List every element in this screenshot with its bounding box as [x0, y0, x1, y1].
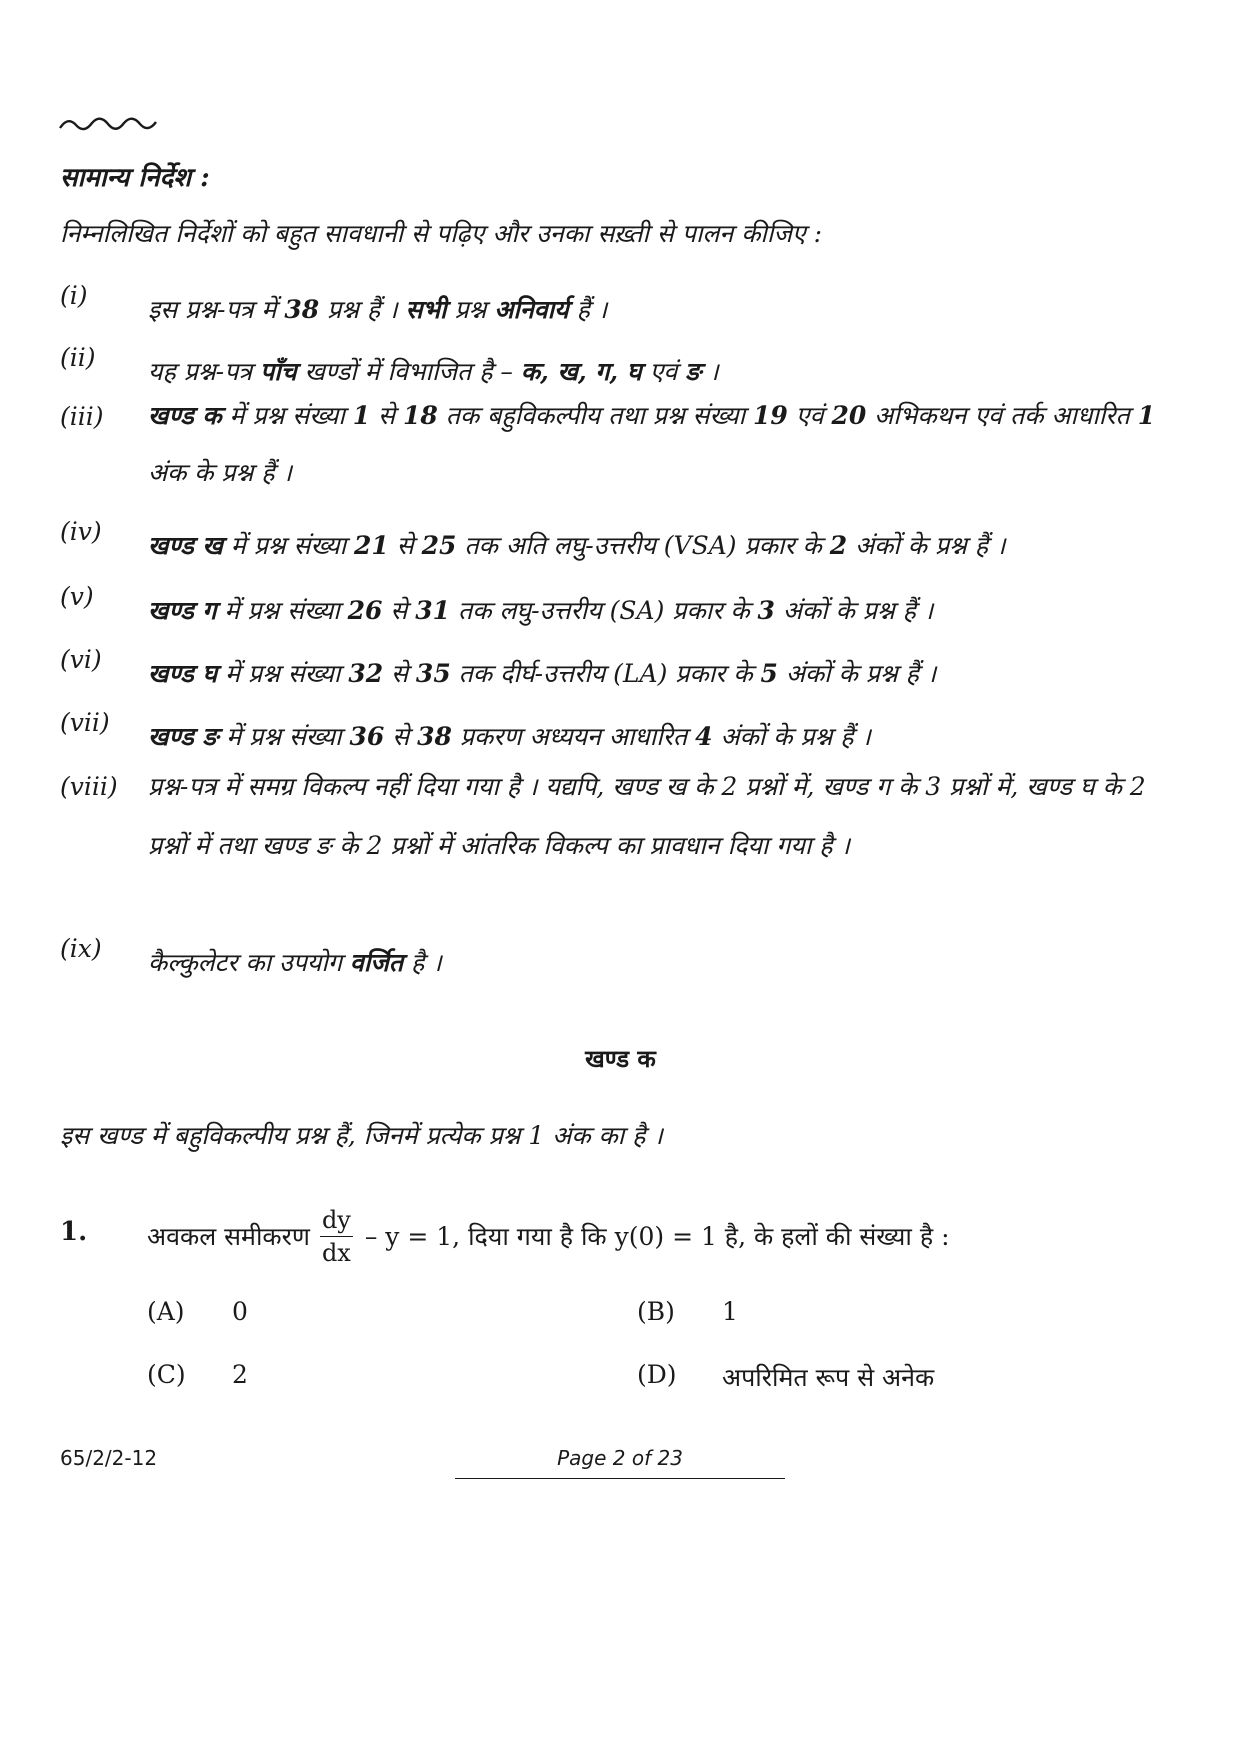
- emphasis-text: 32: [348, 659, 384, 688]
- emphasis-text: खण्ड क: [148, 401, 222, 430]
- section-intro: इस खण्ड में बहुविकल्पीय प्रश्न हैं, जिनमें प्रत्येक प्रश्न 1 अंक का है ।: [60, 1121, 663, 1150]
- emphasis-text: खण्ड ग: [148, 596, 217, 625]
- text-segment: कैल्कुलेटर का उपयोग: [148, 948, 350, 977]
- text-segment: अंकों के प्रश्न हैं ।: [847, 531, 1006, 560]
- emphasis-text: 2: [829, 531, 848, 560]
- emphasis-text: ङ: [685, 357, 702, 386]
- option-value: 1: [722, 1297, 738, 1326]
- text-segment: खण्डों में विभाजित है –: [296, 357, 521, 386]
- text-segment: हैं ।: [568, 295, 608, 324]
- text-segment: एवं: [641, 357, 686, 386]
- text-segment: तक अति लघु-उत्तरीय (VSA) प्रकार के: [456, 531, 830, 560]
- text-segment: में प्रश्न संख्या: [218, 722, 350, 751]
- text-segment: अंकों के प्रश्न हैं ।: [774, 596, 934, 625]
- question-number: 1.: [60, 1217, 88, 1247]
- option-label: (C): [147, 1360, 186, 1389]
- fraction-denominator: dx: [321, 1238, 351, 1267]
- text-segment: ।: [701, 357, 719, 386]
- text-segment: में प्रश्न संख्या: [222, 531, 354, 560]
- emphasis-text: 36: [349, 722, 385, 751]
- instruction-number: (vii): [60, 708, 110, 737]
- option-label: (B): [637, 1297, 675, 1326]
- option-value: 2: [232, 1360, 248, 1389]
- option-label: (D): [637, 1360, 677, 1389]
- text-segment: से: [370, 401, 403, 430]
- text-segment: यह प्रश्न-पत्र: [148, 357, 261, 386]
- instruction-text: [148, 645, 1185, 702]
- paper-code: 65/2/2-12: [60, 1446, 158, 1470]
- text-segment: अंक के प्रश्न हैं ।: [148, 458, 292, 487]
- page-number: Page 2 of 23: [557, 1446, 683, 1470]
- emphasis-text: 4: [695, 722, 713, 751]
- emphasis-text: 21: [354, 531, 389, 560]
- text-segment: से: [384, 722, 418, 751]
- instruction-number: (ii): [60, 343, 96, 372]
- emphasis-text: सभी: [405, 295, 447, 324]
- instruction-text: [148, 517, 1185, 574]
- instruction-text: [148, 281, 1185, 338]
- emphasis-text: खण्ड ङ: [148, 722, 219, 751]
- instruction-number: (i): [60, 281, 88, 310]
- option-value: अपरिमित रूप से अनेक: [722, 1363, 935, 1392]
- emphasis-text: 38: [284, 295, 320, 324]
- emphasis-text: खण्ड घ: [148, 659, 218, 688]
- text-segment: प्रश्न-पत्र में समग्र विकल्प नहीं दिया गया है । यद्यपि, खण्ड ख के 2 प्रश्नों में, खण्ड ग के 3 प्रश्नों में, खण्ड घ के 2 प्रश्नों में तथा खण्ड ङ के 2 प्रश्नों में आंतरिक विकल्प का प्रावधान दिया गया है ।: [148, 772, 1146, 860]
- emphasis-text: 5: [760, 659, 778, 688]
- emphasis-text: क, ख, ग, घ: [520, 357, 642, 386]
- emphasis-text: 31: [415, 596, 451, 625]
- text-segment: अंकों के प्रश्न हैं ।: [777, 659, 937, 688]
- text-segment: से: [388, 531, 422, 560]
- derivative-fraction: [320, 1207, 353, 1266]
- instruction-number: (v): [60, 582, 94, 611]
- instruction-text: [148, 387, 1185, 501]
- instruction-text: [148, 582, 1185, 639]
- general-instructions-heading: सामान्य निर्देश :: [60, 163, 210, 193]
- footer-rule: [455, 1478, 785, 1479]
- text-segment: तक लघु-उत्तरीय (SA) प्रकार के: [450, 596, 758, 625]
- text-segment: है ।: [403, 948, 442, 977]
- emphasis-text: 38: [417, 722, 452, 751]
- emphasis-text: वर्जित: [349, 948, 404, 977]
- text-segment: से: [382, 596, 416, 625]
- instruction-number: (vi): [60, 645, 102, 674]
- option-label: (A): [147, 1297, 185, 1326]
- text-segment: तक दीर्घ-उत्तरीय (LA) प्रकार के: [450, 659, 761, 688]
- question-prefix: अवकल समीकरण: [147, 1222, 310, 1251]
- option-value: 0: [232, 1297, 248, 1326]
- text-segment: इस प्रश्न-पत्र में: [148, 295, 285, 324]
- text-segment: में प्रश्न संख्या: [216, 596, 348, 625]
- emphasis-text: 18: [402, 401, 438, 430]
- text-segment: प्रश्न हैं ।: [319, 295, 406, 324]
- emphasis-text: 1: [352, 401, 371, 430]
- text-segment: प्रश्न: [446, 295, 495, 324]
- question-text: [147, 1201, 950, 1271]
- section-title: खण्ड क: [585, 1044, 656, 1073]
- emphasis-text: 1: [1137, 401, 1156, 430]
- emphasis-text: 25: [421, 531, 457, 560]
- text-segment: तक बहुविकल्पीय तथा प्रश्न संख्या: [437, 401, 754, 430]
- text-segment: में प्रश्न संख्या: [221, 401, 353, 430]
- emphasis-text: 3: [757, 596, 775, 625]
- instruction-number: (iv): [60, 517, 102, 546]
- text-segment: एवं: [787, 401, 832, 430]
- instruction-text: [148, 757, 1185, 875]
- question-suffix: – y = 1, दिया गया है कि y(0) = 1 है, के हलों की संख्या है :: [364, 1222, 950, 1251]
- text-segment: से: [383, 659, 416, 688]
- emphasis-text: 35: [415, 659, 451, 688]
- emphasis-text: 26: [347, 596, 383, 625]
- instruction-number: (ix): [60, 934, 102, 963]
- emphasis-text: 20: [831, 401, 867, 430]
- emphasis-text: 19: [753, 401, 788, 430]
- instruction-text: [148, 934, 1185, 991]
- instruction-number: (viii): [60, 772, 118, 801]
- text-segment: में प्रश्न संख्या: [217, 659, 349, 688]
- decorative-squiggle: [58, 112, 158, 138]
- emphasis-text: खण्ड ख: [148, 531, 223, 560]
- emphasis-text: अनिवार्य: [494, 295, 569, 324]
- text-segment: अंकों के प्रश्न हैं ।: [712, 722, 871, 751]
- instruction-number: (iii): [60, 402, 104, 431]
- emphasis-text: पाँच: [260, 357, 297, 386]
- fraction-numerator: dy: [320, 1207, 353, 1237]
- text-segment: प्रकरण अध्ययन आधारित: [451, 722, 696, 751]
- text-segment: अभिकथन एवं तर्क आधारित: [866, 401, 1138, 430]
- general-instructions-intro: निम्नलिखित निर्देशों को बहुत सावधानी से पढ़िए और उनका सख़्ती से पालन कीजिए :: [60, 219, 823, 248]
